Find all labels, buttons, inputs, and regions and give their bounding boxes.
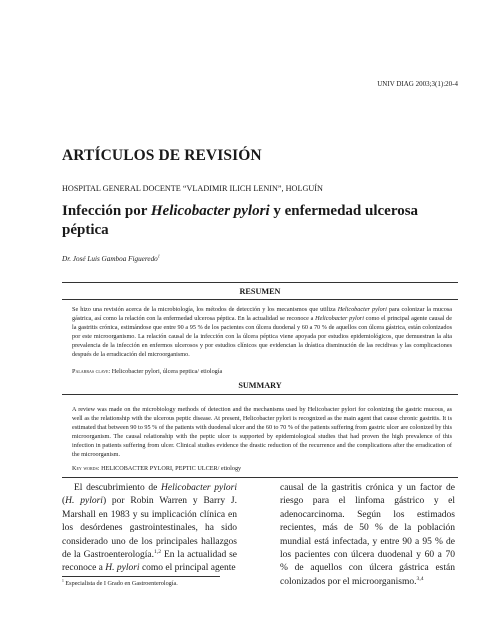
title-italic: Helicobacter pylori: [150, 203, 270, 219]
body-right-sup-1: 3,4: [416, 575, 424, 582]
body-left-text-3: ) por Robin Warren y Barry J. Marshall en 1983 y su implicación clínica en los desórdenes gastrointestinales, ha sido considerado uno de los principales hallazgos de la Gastroenterología.: [62, 496, 237, 561]
summary-rule: [62, 394, 458, 395]
body-left-text-1: El descubrimiento de: [74, 483, 162, 493]
summary-text: A review was made on the microbiology methods of detection and the mechanisms used by Helicobacter pylori for colonizing the gastric mucous, as well as the relationship with the ulcerous peptic disease. At present, Helicobacter pylori is recognized as the main agent that cause chronic gastritis. It is estimated that between 90 to 95 % of the patients with duodenal ulcer and the 60 to 70 % of the patients suffering from gastric ulcer are colonized by this microorganism. The causal relationship with the peptic ulcer is supported by epidemiological studies that had proven the high prevalence of this infection in patients suffering from ulcer. Clinical studies evidence the drastic reduction of the recurrence and the complications after the erradication of the microorganism.: [72, 406, 452, 459]
resumen-keywords-text: Helicobacter pylori, úlcera peptica/ etiología: [110, 368, 223, 375]
resumen-keywords-label: Palabras clave:: [72, 368, 111, 375]
body-right-text-1: causal de la gastritis crónica y un factor de riesgo para el linfoma gástrico y el adenocarcinoma. Según los estimados recientes, más de 50 % de la población mundial está infectada, y entre 90 a 95 % de los pacientes con úlcera duodenal y 60 a 70 % de aquellos con úlcera gástrica están colonizados por el microorganismo.: [280, 483, 455, 587]
author-name: Dr. José Luis Gamboa Figueredo: [62, 255, 158, 263]
body-left-italic-1: Helicobacter pylori: [161, 483, 237, 493]
resumen-italic-2: Helicobacter pylori: [315, 315, 364, 323]
body-left-text-4: En la actualidad se reconoce a: [62, 550, 237, 574]
body-right-column: [280, 482, 455, 589]
summary-keywords-text: HELICOBACTER PYLORI, PEPTIC ULCER/ etiology: [99, 465, 242, 472]
article-title: [62, 202, 457, 240]
author-sup: 1: [157, 253, 160, 259]
hospital-affiliation: HOSPITAL GENERAL DOCENTE “VLADIMIR ILICH LENIN”, HOLGUÍN: [62, 184, 323, 193]
resumen-italic-1: Helicobacter pylori: [337, 306, 387, 313]
body-left-italic-2: H. pylori: [65, 496, 103, 507]
body-left-sup-1: 1,2: [154, 548, 162, 555]
summary-keywords: [72, 465, 452, 472]
section-title: ARTÍCULOS DE REVISIÓN: [62, 147, 262, 164]
resumen-text: [72, 305, 452, 360]
body-left-text-2: (: [62, 496, 66, 507]
footnote: [62, 580, 178, 587]
resumen-keywords: [72, 368, 452, 375]
footnote-rule: [62, 576, 220, 577]
resumen-text-2: para colonizar la mucosa gástrica, así como la relación con la enfermedad ulcerosa péptica. En la actualidad se reconoce a: [72, 306, 452, 323]
title-part-1: Infección por: [62, 203, 151, 219]
resumen-top-rule: [62, 282, 458, 283]
resumen-text-1: Se hizo una revisión acerca de la microbiología, los métodos de detección y los mecanismos que utiliza: [72, 306, 338, 313]
resumen-heading: RESUMEN: [239, 287, 281, 296]
summary-keywords-label: Key words:: [72, 465, 100, 472]
summary-heading: SUMMARY: [238, 381, 282, 390]
body-left-text-5: como el principal agente: [139, 563, 236, 574]
footnote-sup: 1: [62, 578, 64, 583]
body-separator-rule: [62, 477, 458, 478]
resumen-text-3: como el principal agente causal de la gastritis crónica, estimándose que entre 90 a 95 % de los pacientes con úlcera duodenal y 60 a 70 % de aquellos con úlcera gástrica, están colonizados por este microorganismo. La relación causal de la infección con la úlcera péptica viene apoyada por estudios epidemiológicos, que demuestran la alta prevalencia de la infección en enfermos ulcerosos y por estudios clínicos que evidencian la drástica disminución de las recidivas y las complicaciones después de la erradicación del microorganismo.: [72, 315, 452, 359]
body-left-italic-3: H. pylori: [105, 563, 140, 574]
footnote-text: Especialista de I Grado en Gastroenterología.: [63, 580, 178, 587]
body-left-column: [62, 482, 237, 576]
author: [62, 255, 160, 263]
resumen-bottom-rule: [62, 299, 458, 300]
journal-reference: UNIV DIAG 2003;3(1):20-4: [377, 80, 458, 88]
title-part-2: y enfermedad ulcerosa péptica: [62, 203, 419, 238]
